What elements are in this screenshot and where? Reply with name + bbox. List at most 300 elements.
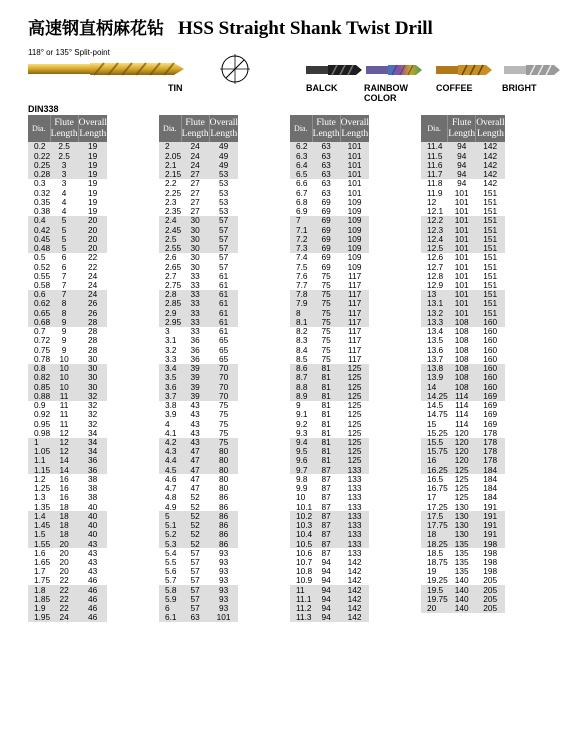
overall-length-cell: 151 bbox=[476, 207, 505, 216]
flute-length-cell: 7 bbox=[50, 281, 78, 290]
flute-length-cell: 87 bbox=[312, 465, 340, 474]
dia-cell: 4.2 bbox=[159, 438, 181, 447]
table-row bbox=[290, 604, 369, 613]
dia-cell: 19 bbox=[421, 567, 448, 576]
overall-length-cell: 34 bbox=[78, 447, 107, 456]
flute-length-cell: 125 bbox=[448, 465, 476, 474]
table-row bbox=[290, 281, 369, 290]
overall-length-cell: 109 bbox=[340, 262, 369, 271]
overall-length-cell: 24 bbox=[78, 281, 107, 290]
overall-length-cell: 40 bbox=[78, 502, 107, 511]
dia-cell: 11.5 bbox=[421, 151, 448, 160]
dia-cell: 9.9 bbox=[290, 484, 312, 493]
flute-length-cell: 22 bbox=[50, 604, 78, 613]
dia-cell: 4.6 bbox=[159, 474, 181, 483]
overall-length-cell: 61 bbox=[209, 281, 238, 290]
dia-cell: 4.7 bbox=[159, 484, 181, 493]
flute-length-cell: 43 bbox=[181, 419, 209, 428]
dia-cell: 0.68 bbox=[28, 317, 50, 326]
dia-cell: 5.3 bbox=[159, 539, 181, 548]
table-row bbox=[159, 438, 238, 447]
table-row bbox=[28, 308, 107, 317]
table-row bbox=[28, 419, 107, 428]
overall-length-cell: 49 bbox=[209, 142, 238, 151]
overall-length-cell: 46 bbox=[78, 585, 107, 594]
overall-length-cell: 133 bbox=[340, 511, 369, 520]
overall-length-cell: 160 bbox=[476, 327, 505, 336]
table-row bbox=[159, 317, 238, 326]
flute-length-cell: 36 bbox=[181, 336, 209, 345]
dia-cell: 12.7 bbox=[421, 262, 448, 271]
overall-length-cell: 70 bbox=[209, 364, 238, 373]
dia-cell: 0.3 bbox=[28, 179, 50, 188]
flute-length-cell: 135 bbox=[448, 567, 476, 576]
overall-length-cell: 125 bbox=[340, 438, 369, 447]
overall-length-cell: 36 bbox=[78, 465, 107, 474]
overall-length-cell: 142 bbox=[476, 151, 505, 160]
dia-cell: 7.6 bbox=[290, 271, 312, 280]
overall-length-cell: 19 bbox=[78, 142, 107, 151]
overall-length-cell: 117 bbox=[340, 317, 369, 326]
dia-cell: 11.7 bbox=[421, 170, 448, 179]
flute-length-cell: 2.5 bbox=[50, 151, 78, 160]
table-row bbox=[421, 327, 505, 336]
flute-length-cell: 30 bbox=[181, 234, 209, 243]
dia-cell: 13.4 bbox=[421, 327, 448, 336]
overall-length-cell: 57 bbox=[209, 225, 238, 234]
overall-length-cell: 125 bbox=[340, 382, 369, 391]
table-row bbox=[290, 511, 369, 520]
overall-length-cell: 46 bbox=[78, 576, 107, 585]
dia-cell: 7.2 bbox=[290, 234, 312, 243]
flute-length-cell: 101 bbox=[448, 234, 476, 243]
title-chinese: 高速钢直柄麻花钻 bbox=[28, 19, 164, 39]
table-header-row bbox=[159, 115, 238, 142]
table-row bbox=[290, 317, 369, 326]
dia-cell: 11.9 bbox=[421, 188, 448, 197]
overall-length-header: Overall Length bbox=[209, 115, 238, 142]
flute-length-cell: 63 bbox=[312, 188, 340, 197]
table-row bbox=[159, 179, 238, 188]
table-row bbox=[421, 511, 505, 520]
table-row bbox=[28, 290, 107, 299]
dia-cell: 2.2 bbox=[159, 179, 181, 188]
table-row bbox=[159, 502, 238, 511]
table-row bbox=[421, 234, 505, 243]
table-header-row bbox=[421, 115, 505, 142]
overall-length-cell: 151 bbox=[476, 188, 505, 197]
overall-length-cell: 191 bbox=[476, 530, 505, 539]
flute-length-cell: 75 bbox=[312, 354, 340, 363]
dia-cell: 2.8 bbox=[159, 290, 181, 299]
table-row bbox=[290, 558, 369, 567]
overall-length-cell: 24 bbox=[78, 290, 107, 299]
table-row bbox=[421, 170, 505, 179]
rainbow-drill-image bbox=[366, 62, 422, 78]
overall-length-cell: 75 bbox=[209, 410, 238, 419]
flute-length-cell: 108 bbox=[448, 345, 476, 354]
dia-cell: 2.85 bbox=[159, 299, 181, 308]
dia-cell: 12.5 bbox=[421, 244, 448, 253]
flute-length-cell: 22 bbox=[50, 585, 78, 594]
dia-cell: 1.65 bbox=[28, 558, 50, 567]
flute-length-cell: 57 bbox=[181, 567, 209, 576]
dia-cell: 6.9 bbox=[290, 207, 312, 216]
table-row bbox=[421, 585, 505, 594]
table-row bbox=[159, 160, 238, 169]
table-row bbox=[290, 428, 369, 437]
table-row bbox=[159, 401, 238, 410]
table-row bbox=[28, 456, 107, 465]
table-row bbox=[159, 419, 238, 428]
split-point-note: 118° or 135° Split-point bbox=[28, 48, 110, 57]
dia-cell: 1.15 bbox=[28, 465, 50, 474]
table-row bbox=[290, 244, 369, 253]
table-row bbox=[159, 428, 238, 437]
overall-length-cell: 133 bbox=[340, 474, 369, 483]
flute-length-cell: 20 bbox=[50, 548, 78, 557]
overall-length-cell: 125 bbox=[340, 456, 369, 465]
overall-length-cell: 24 bbox=[78, 271, 107, 280]
dia-cell: 2.35 bbox=[159, 207, 181, 216]
flute-length-cell: 75 bbox=[312, 317, 340, 326]
dia-cell: 12.3 bbox=[421, 225, 448, 234]
overall-length-cell: 133 bbox=[340, 465, 369, 474]
table-row bbox=[421, 308, 505, 317]
table-row bbox=[28, 558, 107, 567]
table-row bbox=[159, 290, 238, 299]
overall-length-header: Overall Length bbox=[340, 115, 369, 142]
table-row bbox=[290, 391, 369, 400]
overall-length-cell: 40 bbox=[78, 530, 107, 539]
dia-cell: 10.7 bbox=[290, 558, 312, 567]
overall-length-cell: 169 bbox=[476, 410, 505, 419]
table-row bbox=[28, 234, 107, 243]
overall-length-header: Overall Length bbox=[78, 115, 107, 142]
overall-length-cell: 133 bbox=[340, 539, 369, 548]
overall-length-cell: 26 bbox=[78, 308, 107, 317]
dia-cell: 6.6 bbox=[290, 179, 312, 188]
dia-cell: 6.5 bbox=[290, 170, 312, 179]
flute-length-cell: 130 bbox=[448, 521, 476, 530]
overall-length-cell: 142 bbox=[340, 585, 369, 594]
dia-cell: 6 bbox=[159, 604, 181, 613]
flute-length-cell: 9 bbox=[50, 317, 78, 326]
dia-cell: 1.6 bbox=[28, 548, 50, 557]
flute-length-cell: 24 bbox=[181, 151, 209, 160]
overall-length-cell: 53 bbox=[209, 188, 238, 197]
flute-length-cell: 3 bbox=[50, 170, 78, 179]
table-row bbox=[159, 456, 238, 465]
table-row bbox=[159, 558, 238, 567]
table-row bbox=[159, 308, 238, 317]
dia-cell: 0.75 bbox=[28, 345, 50, 354]
flute-length-cell: 63 bbox=[312, 151, 340, 160]
table-row bbox=[28, 142, 107, 151]
table-row bbox=[290, 539, 369, 548]
flute-length-cell: 43 bbox=[181, 401, 209, 410]
table-row bbox=[290, 382, 369, 391]
overall-length-cell: 30 bbox=[78, 373, 107, 382]
table-row bbox=[421, 151, 505, 160]
flute-length-cell: 101 bbox=[448, 253, 476, 262]
flute-length-cell: 10 bbox=[50, 364, 78, 373]
dia-cell: 10.4 bbox=[290, 530, 312, 539]
overall-length-cell: 101 bbox=[340, 170, 369, 179]
flute-length-cell: 39 bbox=[181, 364, 209, 373]
overall-length-cell: 125 bbox=[340, 428, 369, 437]
table-row bbox=[421, 373, 505, 382]
table-row bbox=[159, 373, 238, 382]
flute-length-cell: 120 bbox=[448, 447, 476, 456]
overall-length-cell: 125 bbox=[340, 419, 369, 428]
table-row bbox=[421, 391, 505, 400]
flute-length-cell: 39 bbox=[181, 391, 209, 400]
dia-header: Dia. bbox=[159, 115, 181, 142]
overall-length-cell: 46 bbox=[78, 613, 107, 622]
overall-length-cell: 70 bbox=[209, 373, 238, 382]
dia-cell: 9.8 bbox=[290, 474, 312, 483]
table-row bbox=[421, 354, 505, 363]
overall-length-cell: 61 bbox=[209, 327, 238, 336]
dia-cell: 4.1 bbox=[159, 428, 181, 437]
dia-cell: 3.7 bbox=[159, 391, 181, 400]
table-row bbox=[28, 539, 107, 548]
table-row bbox=[28, 327, 107, 336]
table-row bbox=[290, 447, 369, 456]
overall-length-cell: 49 bbox=[209, 151, 238, 160]
flute-length-cell: 11 bbox=[50, 419, 78, 428]
flute-length-cell: 16 bbox=[50, 484, 78, 493]
overall-length-cell: 53 bbox=[209, 179, 238, 188]
flute-length-cell: 33 bbox=[181, 327, 209, 336]
table-row bbox=[421, 299, 505, 308]
overall-length-cell: 86 bbox=[209, 502, 238, 511]
dia-cell: 8.4 bbox=[290, 345, 312, 354]
dia-cell: 19.5 bbox=[421, 585, 448, 594]
overall-length-cell: 86 bbox=[209, 521, 238, 530]
overall-length-cell: 109 bbox=[340, 244, 369, 253]
flute-length-cell: 18 bbox=[50, 530, 78, 539]
flute-length-cell: 75 bbox=[312, 336, 340, 345]
table-row bbox=[28, 354, 107, 363]
overall-length-cell: 151 bbox=[476, 271, 505, 280]
dia-cell: 0.8 bbox=[28, 364, 50, 373]
dia-cell: 2.6 bbox=[159, 253, 181, 262]
dia-cell: 15.75 bbox=[421, 447, 448, 456]
overall-length-cell: 19 bbox=[78, 197, 107, 206]
table-row bbox=[28, 299, 107, 308]
overall-length-cell: 117 bbox=[340, 345, 369, 354]
overall-length-cell: 101 bbox=[340, 188, 369, 197]
table-row bbox=[28, 493, 107, 502]
flute-length-cell: 101 bbox=[448, 308, 476, 317]
overall-length-cell: 80 bbox=[209, 447, 238, 456]
table-row bbox=[290, 170, 369, 179]
overall-length-cell: 178 bbox=[476, 438, 505, 447]
flute-length-cell: 11 bbox=[50, 401, 78, 410]
dia-cell: 0.5 bbox=[28, 253, 50, 262]
flute-length-cell: 87 bbox=[312, 511, 340, 520]
dia-cell: 17 bbox=[421, 493, 448, 502]
table-row bbox=[290, 179, 369, 188]
flute-length-cell: 69 bbox=[312, 262, 340, 271]
dia-cell: 0.45 bbox=[28, 234, 50, 243]
overall-length-cell: 38 bbox=[78, 493, 107, 502]
flute-length-cell: 94 bbox=[312, 585, 340, 594]
dia-cell: 2.55 bbox=[159, 244, 181, 253]
dia-cell: 9.6 bbox=[290, 456, 312, 465]
overall-length-cell: 30 bbox=[78, 354, 107, 363]
overall-length-cell: 93 bbox=[209, 585, 238, 594]
flute-length-cell: 47 bbox=[181, 474, 209, 483]
title-english: HSS Straight Shank Twist Drill bbox=[178, 18, 433, 39]
overall-length-cell: 169 bbox=[476, 419, 505, 428]
table-row bbox=[290, 225, 369, 234]
overall-length-cell: 142 bbox=[340, 558, 369, 567]
flute-length-cell: 114 bbox=[448, 419, 476, 428]
overall-length-cell: 191 bbox=[476, 511, 505, 520]
dia-cell: 9.5 bbox=[290, 447, 312, 456]
flute-length-cell: 39 bbox=[181, 382, 209, 391]
table-row bbox=[421, 456, 505, 465]
table-row bbox=[28, 207, 107, 216]
overall-length-cell: 151 bbox=[476, 244, 505, 253]
overall-length-cell: 117 bbox=[340, 299, 369, 308]
dia-cell: 4.9 bbox=[159, 502, 181, 511]
flute-length-cell: 81 bbox=[312, 364, 340, 373]
table-row bbox=[159, 253, 238, 262]
flute-length-cell: 20 bbox=[50, 558, 78, 567]
dia-cell: 0.28 bbox=[28, 170, 50, 179]
overall-length-cell: 205 bbox=[476, 585, 505, 594]
overall-length-cell: 34 bbox=[78, 438, 107, 447]
table-row bbox=[421, 207, 505, 216]
dia-cell: 1.25 bbox=[28, 484, 50, 493]
overall-length-cell: 205 bbox=[476, 604, 505, 613]
table-row bbox=[159, 493, 238, 502]
overall-length-cell: 57 bbox=[209, 234, 238, 243]
dia-cell: 1.3 bbox=[28, 493, 50, 502]
overall-length-cell: 125 bbox=[340, 410, 369, 419]
table-row bbox=[290, 465, 369, 474]
overall-length-cell: 117 bbox=[340, 354, 369, 363]
table-row bbox=[421, 594, 505, 603]
dia-cell: 5.5 bbox=[159, 558, 181, 567]
dia-cell: 4.5 bbox=[159, 465, 181, 474]
flute-length-cell: 87 bbox=[312, 548, 340, 557]
dia-cell: 1.95 bbox=[28, 613, 50, 622]
flute-length-cell: 36 bbox=[181, 345, 209, 354]
dia-cell: 0.78 bbox=[28, 354, 50, 363]
table-row bbox=[159, 271, 238, 280]
table-row bbox=[28, 438, 107, 447]
table-row bbox=[28, 336, 107, 345]
dia-cell: 12 bbox=[421, 197, 448, 206]
dia-cell: 5 bbox=[159, 511, 181, 520]
overall-length-cell: 142 bbox=[476, 179, 505, 188]
dia-cell: 3.1 bbox=[159, 336, 181, 345]
flute-length-cell: 14 bbox=[50, 465, 78, 474]
table-row bbox=[290, 336, 369, 345]
table-row bbox=[28, 484, 107, 493]
flute-length-cell: 87 bbox=[312, 539, 340, 548]
overall-length-cell: 160 bbox=[476, 373, 505, 382]
flute-length-cell: 135 bbox=[448, 558, 476, 567]
overall-length-cell: 20 bbox=[78, 234, 107, 243]
overall-length-cell: 93 bbox=[209, 604, 238, 613]
table-row bbox=[421, 502, 505, 511]
table-row bbox=[28, 474, 107, 483]
flute-length-cell: 36 bbox=[181, 354, 209, 363]
overall-length-cell: 101 bbox=[340, 179, 369, 188]
overall-length-cell: 43 bbox=[78, 558, 107, 567]
overall-length-cell: 28 bbox=[78, 317, 107, 326]
dia-cell: 1 bbox=[28, 438, 50, 447]
table-row bbox=[159, 299, 238, 308]
dia-cell: 2.05 bbox=[159, 151, 181, 160]
dia-cell: 20 bbox=[421, 604, 448, 613]
table-row bbox=[421, 474, 505, 483]
flute-length-cell: 57 bbox=[181, 576, 209, 585]
dia-cell: 3.9 bbox=[159, 410, 181, 419]
overall-length-cell: 32 bbox=[78, 401, 107, 410]
dia-cell: 4.4 bbox=[159, 456, 181, 465]
dia-cell: 15.5 bbox=[421, 438, 448, 447]
dia-cell: 5.2 bbox=[159, 530, 181, 539]
table-row bbox=[28, 410, 107, 419]
table-row bbox=[28, 576, 107, 585]
flute-length-cell: 57 bbox=[181, 558, 209, 567]
flute-length-cell: 81 bbox=[312, 438, 340, 447]
dia-cell: 2.15 bbox=[159, 170, 181, 179]
flute-length-cell: 75 bbox=[312, 299, 340, 308]
flute-length-cell: 8 bbox=[50, 299, 78, 308]
finish-label-black: BALCK bbox=[306, 83, 338, 93]
table-row bbox=[421, 548, 505, 557]
overall-length-cell: 109 bbox=[340, 234, 369, 243]
table-row bbox=[28, 567, 107, 576]
dia-cell: 2.25 bbox=[159, 188, 181, 197]
dia-cell: 10.1 bbox=[290, 502, 312, 511]
dia-cell: 1.1 bbox=[28, 456, 50, 465]
table-row bbox=[290, 474, 369, 483]
flute-length-cell: 94 bbox=[312, 558, 340, 567]
table-row bbox=[421, 244, 505, 253]
table-row bbox=[290, 502, 369, 511]
flute-length-cell: 75 bbox=[312, 345, 340, 354]
table-row bbox=[421, 216, 505, 225]
table-row bbox=[28, 160, 107, 169]
table-row bbox=[28, 604, 107, 613]
flute-length-cell: 87 bbox=[312, 484, 340, 493]
dia-cell: 0.35 bbox=[28, 197, 50, 206]
overall-length-cell: 142 bbox=[476, 170, 505, 179]
dia-cell: 6.3 bbox=[290, 151, 312, 160]
overall-length-cell: 133 bbox=[340, 502, 369, 511]
table-row bbox=[28, 197, 107, 206]
flute-length-cell: 27 bbox=[181, 197, 209, 206]
dia-cell: 2.5 bbox=[159, 234, 181, 243]
flute-length-cell: 6 bbox=[50, 262, 78, 271]
dia-cell: 7 bbox=[290, 216, 312, 225]
dia-cell: 12.8 bbox=[421, 271, 448, 280]
flute-length-cell: 5 bbox=[50, 234, 78, 243]
flute-length-cell: 125 bbox=[448, 484, 476, 493]
table-row bbox=[421, 188, 505, 197]
dia-cell: 9.4 bbox=[290, 438, 312, 447]
flute-length-cell: 33 bbox=[181, 299, 209, 308]
